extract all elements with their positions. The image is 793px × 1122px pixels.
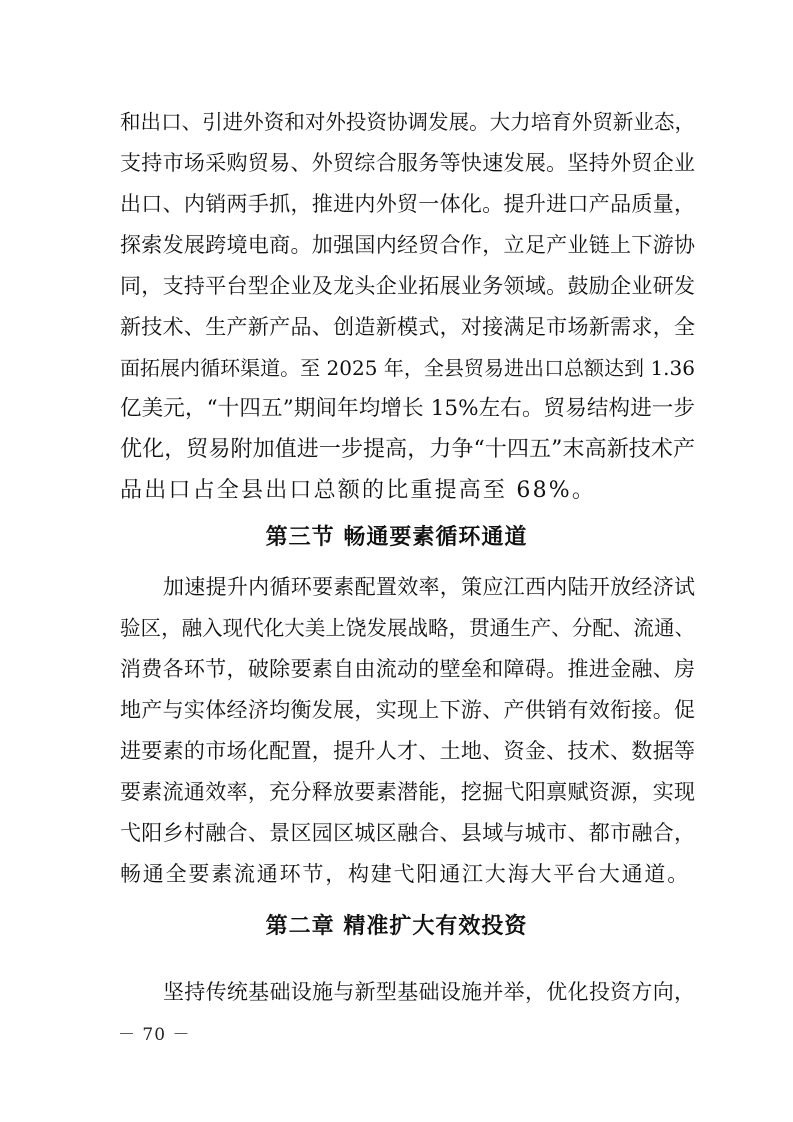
paragraph-1-line-2: 支持市场采购贸易、外贸综合服务等快速发展。坚持外贸企业 — [120, 151, 695, 175]
paragraph-2-line-1: 加速提升内循环要素配置效率，策应江西内陆开放经济试 — [163, 575, 695, 599]
paragraph-1-line-5: 同，支持平台型企业及龙头企业拓展业务领域。鼓励企业研发 — [120, 274, 695, 298]
paragraph-1-line-8: 亿美元，“十四五”期间年均增长 15%左右。贸易结构进一步 — [120, 396, 695, 421]
chapter-heading: 第二章 精准扩大有效投资 — [265, 914, 528, 939]
paragraph-2-line-7: 弋阳乡村融合、景区园区城区融合、县域与城市、都市融合， — [120, 821, 695, 845]
paragraph-2-line-2: 验区，融入现代化大美上饶发展战略，贯通生产、分配、流通、 — [120, 616, 695, 640]
paragraph-1-line-1: 和出口、引进外资和对外投资协调发展。大力培育外贸新业态， — [120, 110, 695, 134]
paragraph-1-line-4: 探索发展跨境电商。加强国内经贸合作，立足产业链上下游协 — [120, 233, 695, 257]
paragraph-2-line-6: 要素流通效率，充分释放要素潜能，挖掘弋阳禀赋资源，实现 — [120, 780, 695, 804]
paragraph-1-line-6: 新技术、生产新产品、创造新模式，对接满足市场新需求，全 — [120, 315, 695, 339]
paragraph-1-line-7: 面拓展内循环渠道。至 2025 年，全县贸易进出口总额达到 1.36 — [120, 356, 695, 380]
paragraph-3-line-1: 坚持传统基础设施与新型基础设施并举，优化投资方向， — [163, 980, 695, 1004]
section-heading: 第三节 畅通要素循环通道 — [265, 525, 528, 550]
paragraph-1-line-3: 出口、内销两手抓，推进内外贸一体化。提升进口产品质量， — [120, 192, 695, 216]
page-number: － 70 － — [118, 1025, 191, 1045]
paragraph-2-line-3: 消费各环节，破除要素自由流动的壁垒和障碍。推进金融、房 — [120, 657, 695, 681]
paragraph-2-line-4: 地产与实体经济均衡发展，实现上下游、产供销有效衔接。促 — [120, 698, 695, 722]
paragraph-1-line-9: 优化，贸易附加值进一步提高，力争“十四五”末高新技术产 — [120, 437, 695, 462]
paragraph-2-line-5: 进要素的市场化配置，提升人才、土地、资金、技术、数据等 — [120, 739, 695, 763]
paragraph-2-line-8: 畅通全要素流通环节，构建弋阳通江大海大平台大通道。 — [120, 862, 690, 886]
paragraph-1-line-10: 品出口占全县出口总额的比重提高至 68%。 — [120, 478, 597, 503]
